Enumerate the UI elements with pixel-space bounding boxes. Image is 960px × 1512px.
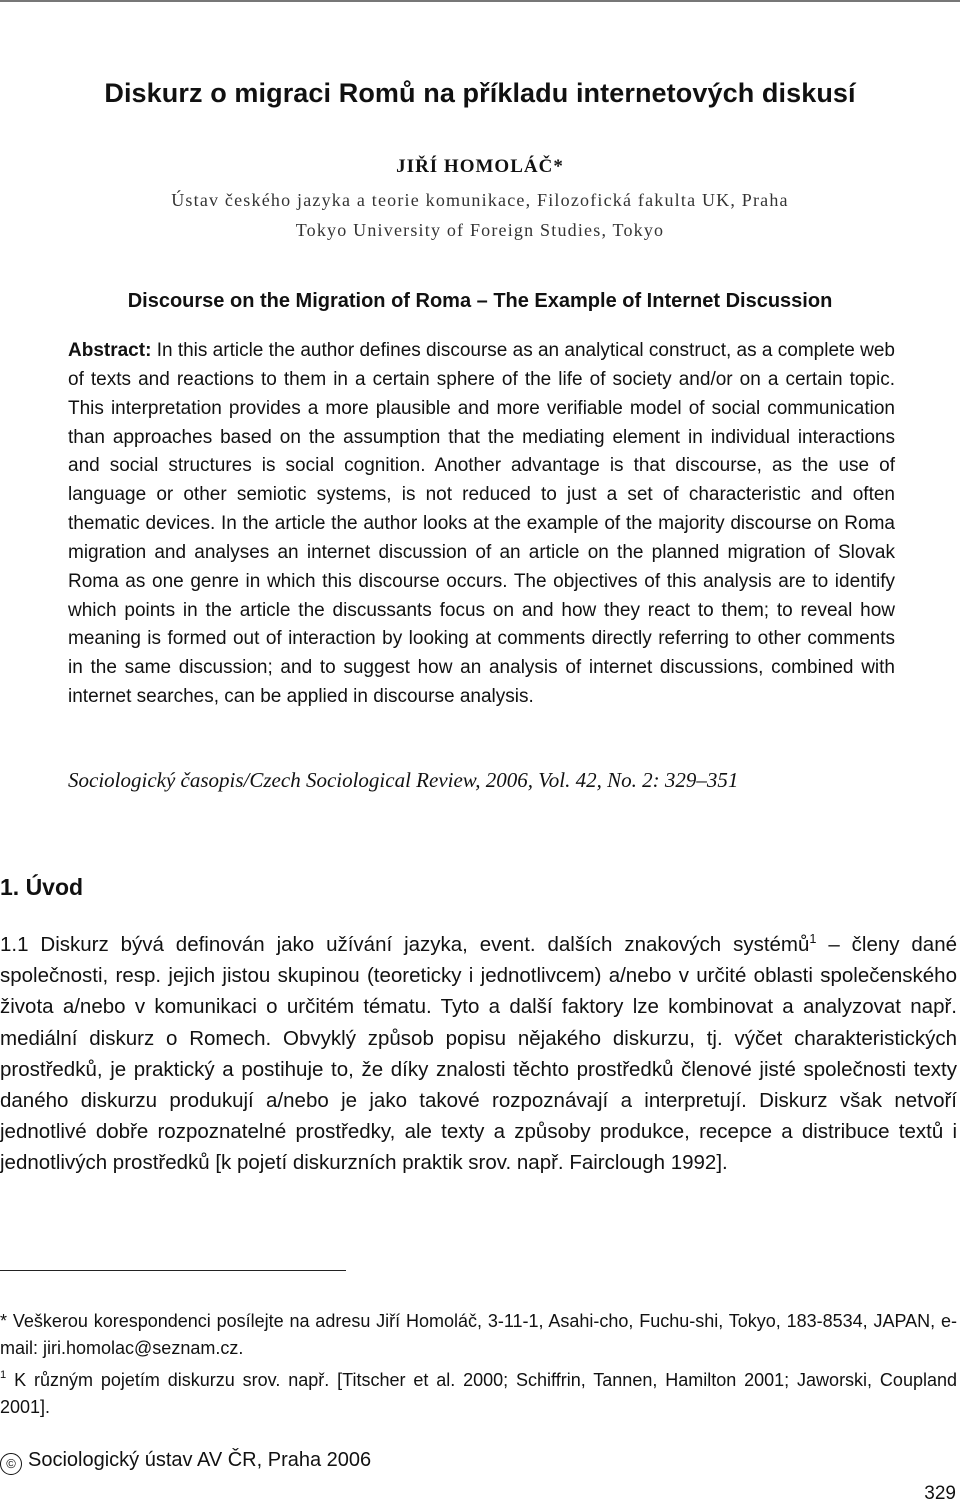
page-number: 329 <box>924 1483 956 1504</box>
section-heading: 1. Úvod <box>0 874 84 900</box>
abstract <box>68 337 895 712</box>
paragraph-text: – členy dané společnosti, resp. jejich jistou skupinou (teoreticky i jednotlivcem) a/nebo v určité oblasti společenského života a/nebo v komunikaci o určitém tématu. Tyto a další faktory lze kombinovat a analyzovat např. mediální diskurz o Romech. Obvyklý způsob popisu nějakého diskurzu, tj. výčet charakteristických prostředků, je praktický a postihuje to, že díky znalosti těchto prostředků členové jisté společnosti texty daného diskurzu produkují a/nebo je jako takové rozpoznávají a interpretují. Diskurz však netvoří jednotlivé dobře rozpoznatelné prostředky, ale texty a způsoby produkce, recepce a distribuce textů i jednotlivých prostředků [k pojetí diskurzních praktik srov. např. Fairclough 1992]. <box>0 933 957 1175</box>
article-title: Diskurz o migraci Romů na příkladu internetových diskusí <box>104 78 856 108</box>
paragraph-text: 1.1 Diskurz bývá definován jako užívání jazyka, event. dalších znakových systémů <box>0 933 810 956</box>
abstract-text: In this article the author defines discourse as an analytical construct, as a complete web of texts and reactions to them in a certain sphere of the life of society and/or on a certain topic. This interpretation provides a more plausible and more verifiable model of social communication than approaches based on the assumption that the mediating element in individual interactions and social structures is social cognition. Another advantage is that discourse, as the use of language or other semiotic systems, is not reduced to just a set of characteristic and often thematic devices. In the article the author looks at the example of the majority discourse on Roma migration and analyses an internet discussion of an article on the planned migration of Slovak Roma as one genre in which this discourse occurs. The objectives of this analysis are to identify which points in the article the discussants focus on and how they react to them; to reveal how meaning is formed out of interaction by looking at comments directly referring to other comments in the same discussion; and to suggest how an analysis of internet discussions, combined with internet searches, can be applied in discourse analysis. <box>68 340 895 708</box>
footnote-separator <box>0 1270 346 1271</box>
journal-citation: Sociologický časopis/Czech Sociological Review, 2006, Vol. 42, No. 2: 329–351 <box>68 768 739 792</box>
author-affiliation: Tokyo University of Foreign Studies, Tokyo <box>295 220 665 240</box>
body-paragraph <box>0 929 957 1179</box>
footnote-text: K různým pojetím diskurzu srov. např. [Titscher et al. 2000; Schiffrin, Tannen, Hamilton 2001; Jaworski, Coupland 2001]. <box>0 1370 957 1417</box>
footnote-mark: 1 <box>0 1369 7 1382</box>
footnote-1 <box>0 1367 957 1421</box>
copyright-text: Sociologický ústav AV ČR, Praha 2006 <box>28 1449 372 1471</box>
author-name: JIŘÍ HOMOLÁČ* <box>396 156 564 177</box>
footnotes <box>0 1308 957 1426</box>
top-border-line <box>0 0 960 2</box>
abstract-label: Abstract: <box>68 340 152 361</box>
copyright-icon: © <box>0 1453 22 1475</box>
copyright-notice <box>0 1449 371 1475</box>
author-affiliation: Ústav českého jazyka a teorie komunikace, Filozofická fakulta UK, Praha <box>171 190 789 210</box>
footnote-ref: 1 <box>809 930 817 946</box>
english-title: Discourse on the Migration of Roma – The Example of Internet Discussion <box>127 290 833 312</box>
footnote-author: * Veškerou korespondenci posílejte na adresu Jiří Homoláč, 3-11-1, Asahi-cho, Fuchu-shi, Tokyo, 183-8534, JAPAN, e-mail: jiri.homolac@seznam.cz. <box>0 1311 957 1358</box>
